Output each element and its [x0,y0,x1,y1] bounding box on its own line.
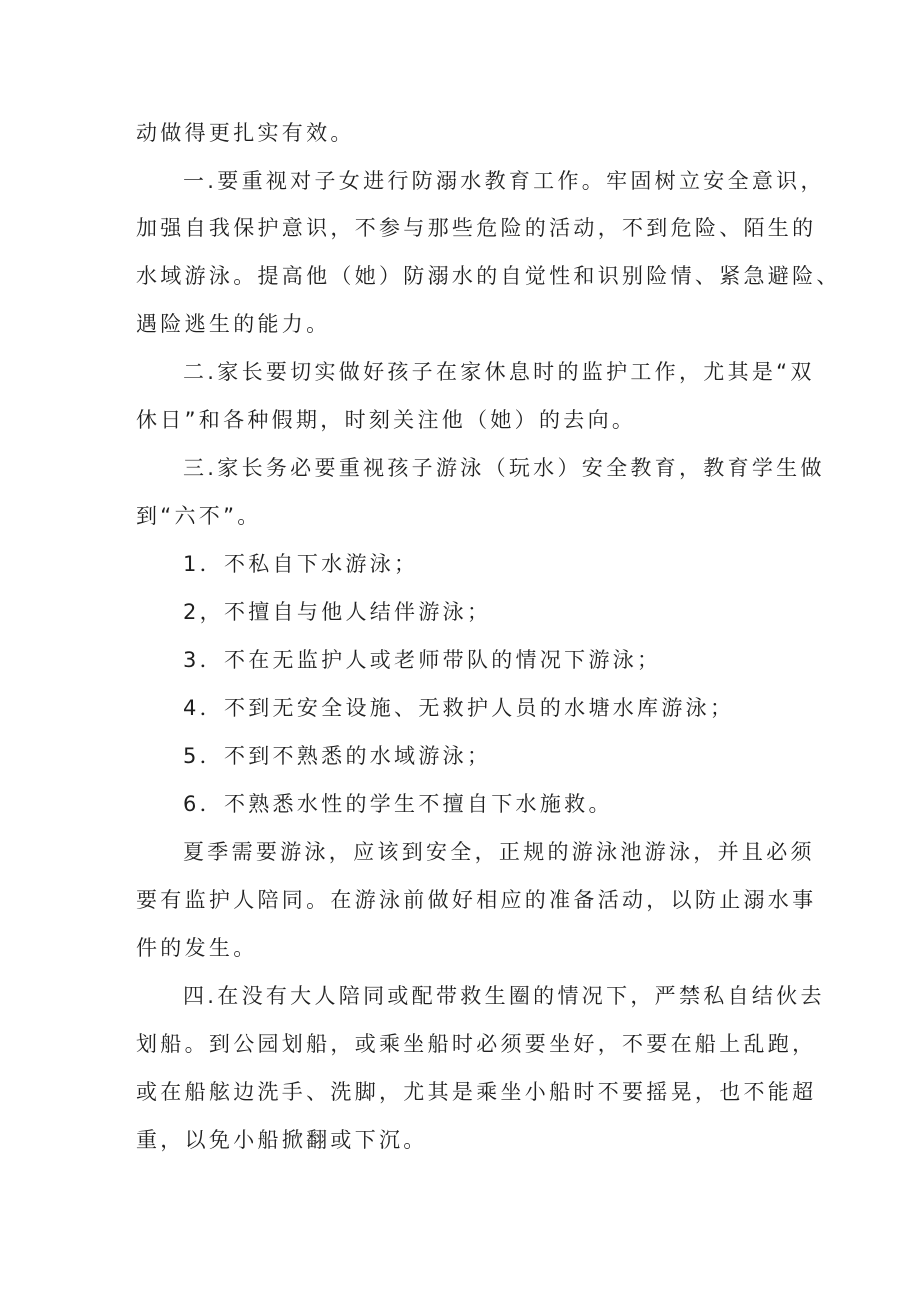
rule-item-3: 3．不在无监护人或老师带队的情况下游泳； [183,648,662,672]
section-two-line-2: 休日”和各种假期，时刻关注他（她）的去向。 [136,408,637,432]
section-four-line-4: 重，以免小船掀翻或下沉。 [136,1128,428,1152]
section-four-line-1: 四.在没有大人陪同或配带救生圈的情况下，严禁私自结伙去 [183,984,825,1008]
rule-item-2: 2，不擅自与他人结伴游泳； [183,600,492,624]
rule-item-5: 5．不到不熟悉的水域游泳； [183,744,492,768]
paragraph-continuation-line: 动做得更扎实有效。 [136,121,355,145]
section-one-line-3: 水域游泳。提高他（她）防溺水的自觉性和识别险情、紧急避险、 [136,264,841,288]
section-two-line-1: 二.家长要切实做好孩子在家休息时的监护工作，尤其是“双 [183,360,815,384]
section-four-line-3: 或在船舷边洗手、洗脚，尤其是乘坐小船时不要摇晃，也不能超 [136,1080,817,1104]
rule-item-6: 6．不熟悉水性的学生不擅自下水施救。 [183,792,613,816]
section-one-line-2: 加强自我保护意识，不参与那些危险的活动，不到危险、陌生的 [136,216,817,240]
section-one-line-4: 遇险逃生的能力。 [136,312,331,336]
section-one-line-1: 一.要重视对子女进行防溺水教育工作。牢固树立安全意识， [183,169,825,193]
summer-paragraph-line-1: 夏季需要游泳，应该到安全，正规的游泳池游泳，并且必须 [183,840,815,864]
section-four-line-2: 划船。到公园划船，或乘坐船时必须要坐好，不要在船上乱跑， [136,1032,817,1056]
summer-paragraph-line-3: 件的发生。 [136,936,258,960]
rule-item-4: 4．不到无安全设施、无救护人员的水塘水库游泳； [183,696,735,720]
section-three-line-2: 到“六不”。 [136,504,262,528]
rule-item-1: 1．不私自下水游泳； [183,552,419,576]
summer-paragraph-line-2: 要有监护人陪同。在游泳前做好相应的准备活动，以防止溺水事 [136,888,817,912]
section-three-line-1: 三.家长务必要重视孩子游泳（玩水）安全教育，教育学生做 [183,456,825,480]
